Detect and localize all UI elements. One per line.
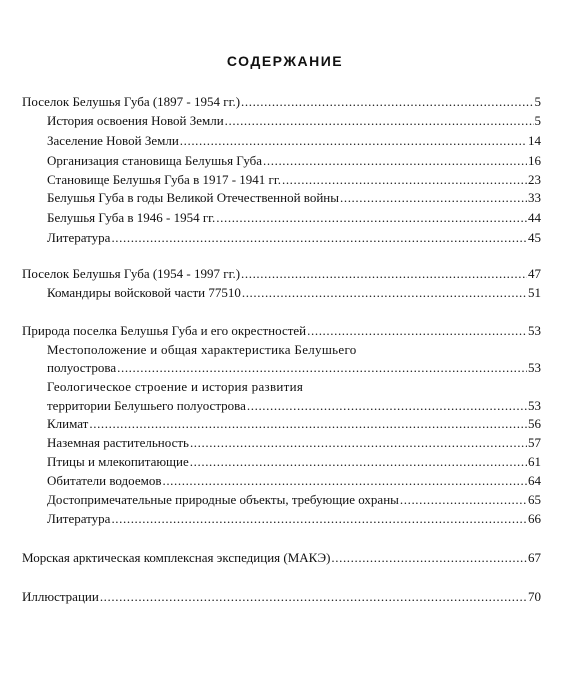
toc-page-number: 53	[528, 398, 541, 413]
toc-page-number: 53	[528, 360, 541, 375]
toc-page-number: 5	[534, 94, 541, 109]
toc-entry[interactable]	[47, 230, 541, 246]
toc-section-4[interactable]	[22, 550, 541, 566]
leader-dots	[340, 190, 527, 206]
leader-dots	[216, 210, 527, 226]
toc-page-number: 70	[528, 589, 541, 604]
leader-dots	[242, 285, 527, 301]
leader-dots	[117, 360, 527, 376]
leader-dots	[263, 153, 527, 169]
toc-entry-label: Иллюстрации	[22, 589, 99, 604]
toc-page-number: 5	[534, 113, 541, 128]
toc-entry[interactable]	[47, 492, 541, 508]
toc-entry[interactable]	[47, 511, 541, 527]
toc-section-1[interactable]	[22, 94, 541, 110]
toc-entry[interactable]	[47, 285, 541, 301]
toc-entry[interactable]	[47, 473, 541, 489]
toc-page-number: 57	[528, 435, 541, 450]
toc-entry-label: полуострова	[47, 360, 117, 375]
toc-page-number: 61	[528, 454, 541, 469]
toc-entry[interactable]	[47, 398, 541, 414]
toc-page-number: 44	[528, 210, 541, 225]
leader-dots	[180, 133, 527, 149]
toc-entry[interactable]	[47, 454, 541, 470]
toc-page-number: 67	[528, 550, 541, 565]
leader-dots	[241, 266, 527, 282]
leader-dots	[282, 172, 527, 188]
leader-dots	[331, 550, 527, 566]
toc-section-2[interactable]	[22, 266, 541, 282]
leader-dots	[111, 230, 527, 246]
toc-entry[interactable]	[47, 190, 541, 206]
toc-page-number: 51	[528, 285, 541, 300]
toc-entry-label: Литература	[47, 511, 111, 526]
toc-entry-label: Белушья Губа в 1946 - 1954 гг.	[47, 210, 216, 225]
leader-dots	[89, 416, 527, 432]
toc-page-number: 53	[528, 323, 541, 338]
toc-entry-label: Командиры войсковой части 77510	[47, 285, 241, 300]
toc-page-number: 47	[528, 266, 541, 281]
toc-entry-label: Обитатели водоемов	[47, 473, 162, 488]
leader-dots	[225, 113, 534, 129]
toc-entry-label: Заселение Новой Земли	[47, 133, 179, 148]
toc-page-number: 45	[528, 230, 541, 245]
toc-entry-label: Литература	[47, 230, 111, 245]
leader-dots	[307, 323, 527, 339]
leader-dots	[190, 435, 527, 451]
toc-entry-label: История освоения Новой Земли	[47, 113, 224, 128]
toc-page-number: 23	[528, 172, 541, 187]
toc-entry[interactable]	[47, 435, 541, 451]
toc-entry-label: Достопримечательные природные объекты, требующие охраны	[47, 492, 399, 507]
toc-entry[interactable]	[47, 133, 541, 149]
toc-page-number: 33	[528, 190, 541, 205]
toc-page-number: 56	[528, 416, 541, 431]
toc-entry-label: Природа поселка Белушья Губа и его окрестностей	[22, 323, 307, 338]
leader-dots	[241, 94, 533, 110]
toc-page-number: 14	[528, 133, 541, 148]
toc-section-5[interactable]	[22, 589, 541, 605]
toc-entry-label: Наземная растительность	[47, 435, 189, 450]
toc-entry-label: Птицы и млекопитающие	[47, 454, 189, 469]
toc-entry-label: Поселок Белушья Губа (1897 - 1954 гг.)	[22, 94, 241, 109]
toc-entry[interactable]	[47, 360, 541, 376]
leader-dots	[400, 492, 527, 508]
toc-entry-label: Морская арктическая комплексная экспедиция (МАКЭ)	[22, 550, 331, 565]
leader-dots	[111, 511, 527, 527]
leader-dots	[247, 398, 527, 414]
toc-page-number: 64	[528, 473, 541, 488]
toc-entry-label-line1: Геологическое строение и история развития	[47, 379, 304, 394]
toc-entry-label-line1: Местоположение и общая характеристика Белушьего	[47, 342, 357, 357]
toc-entry[interactable]	[47, 172, 541, 188]
toc-entry-label: Поселок Белушья Губа (1954 - 1997 гг.)	[22, 266, 241, 281]
toc-entry[interactable]	[47, 153, 541, 169]
leader-dots	[100, 589, 527, 605]
toc-page-number: 65	[528, 492, 541, 507]
toc-entry-label: Становище Белушья Губа в 1917 - 1941 гг.	[47, 172, 281, 187]
toc-entry[interactable]	[47, 416, 541, 432]
toc-entry-label: территории Белушьего полуострова	[47, 398, 246, 413]
toc-entry-label: Климат	[47, 416, 89, 431]
toc-page-number: 66	[528, 511, 541, 526]
toc-entry-label: Организация становища Белушья Губа	[47, 153, 263, 168]
page-title: СОДЕРЖАНИЕ	[226, 53, 344, 69]
toc-entry[interactable]	[47, 210, 541, 226]
toc-section-3[interactable]	[22, 323, 541, 339]
toc-entry[interactable]	[47, 113, 541, 129]
toc-entry-label: Белушья Губа в годы Великой Отечественной войны	[47, 190, 339, 205]
leader-dots	[162, 473, 527, 489]
leader-dots	[190, 454, 527, 470]
toc-page-number: 16	[528, 153, 541, 168]
